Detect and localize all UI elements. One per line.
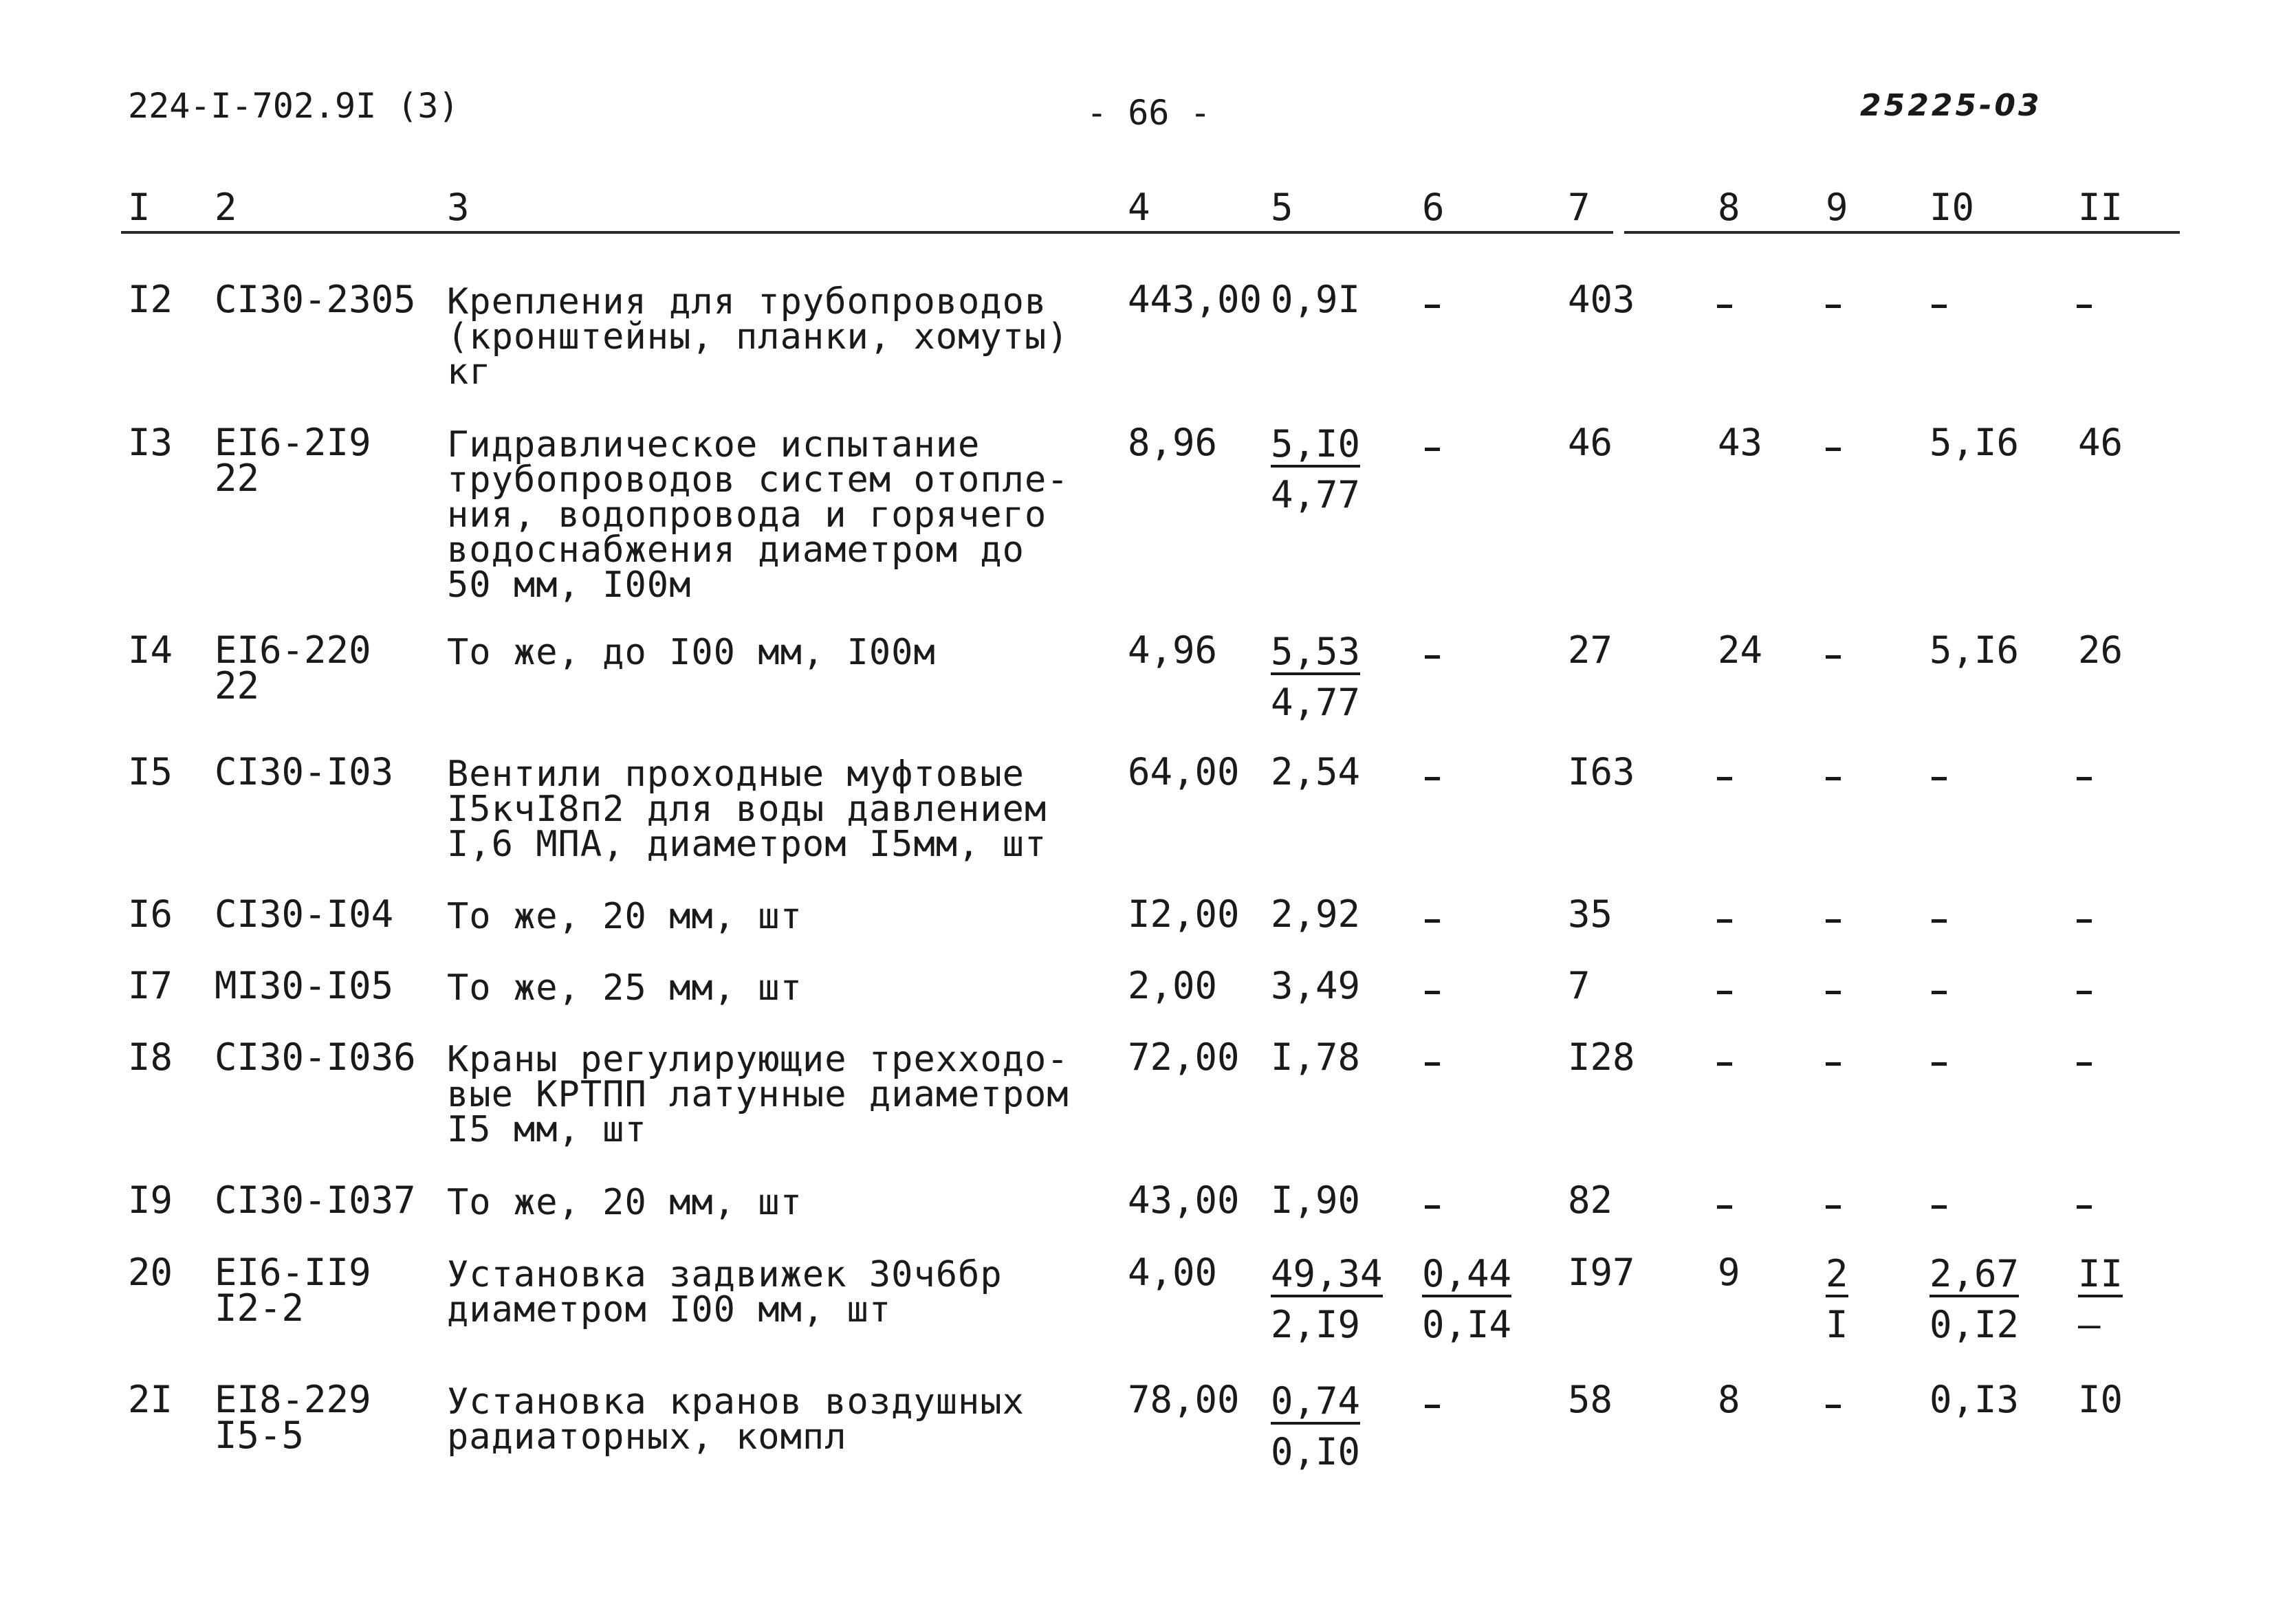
- numerator: 2: [1826, 1253, 1848, 1297]
- column-header-3: 3: [447, 186, 470, 229]
- empty-dash: [1932, 305, 1947, 308]
- description-line: 50 мм, I00м: [447, 564, 692, 606]
- row-number: I8: [128, 1035, 173, 1079]
- total-cost: 82: [1568, 1178, 1613, 1222]
- numerator: II: [2078, 1253, 2123, 1297]
- total-cost: 27: [1568, 628, 1613, 672]
- denominator: 0,I4: [1422, 1303, 1512, 1346]
- empty-dash: [1425, 305, 1440, 308]
- empty-dash: [2077, 1062, 2092, 1066]
- work-description: [447, 754, 1135, 865]
- price-code-line: EI6-2I9: [215, 421, 371, 464]
- work-description: [447, 1039, 1135, 1150]
- quantity: 443,00: [1128, 278, 1262, 321]
- price-code-line: CI30-2305: [215, 278, 416, 321]
- total-cost: I63: [1568, 750, 1635, 793]
- row-number: 2I: [128, 1378, 173, 1421]
- empty-dash: [1826, 655, 1841, 659]
- cell-c8: 24: [1718, 628, 1763, 672]
- row-number: I4: [128, 628, 173, 672]
- price-code: [215, 1378, 371, 1457]
- empty-dash: [2077, 919, 2092, 923]
- row-number: 20: [128, 1251, 173, 1294]
- total-cost: 46: [1568, 421, 1613, 464]
- total-cost: I28: [1568, 1035, 1635, 1079]
- work-description: [447, 967, 1135, 1009]
- row-number: I6: [128, 892, 173, 936]
- cell-c8: 8: [1718, 1378, 1740, 1421]
- description-line: водоснабжения диаметром до: [447, 529, 1025, 571]
- price-code: [215, 892, 394, 936]
- empty-dash: [1717, 1205, 1732, 1209]
- description-line: вые КРТПП латунные диаметром: [447, 1074, 1069, 1115]
- price-code-line: CI30-I04: [215, 892, 394, 936]
- empty-dash: [2077, 991, 2092, 994]
- description-line: Установка кранов воздушных: [447, 1381, 1025, 1423]
- description-line: Вентили проходные муфтовые: [447, 754, 1025, 795]
- denominator: 0,I2: [1929, 1303, 2020, 1346]
- denominator: 0,I0: [1271, 1430, 1361, 1473]
- archive-number: 25225-03: [1860, 88, 2042, 123]
- total-cost: 403: [1568, 278, 1635, 321]
- quantity: 72,00: [1128, 1035, 1240, 1079]
- price-code-subline: I5-5: [215, 1414, 305, 1457]
- description-line: То же, 25 мм, шт: [447, 967, 802, 1009]
- cell-c10: 0,I3: [1929, 1378, 2020, 1421]
- denominator-dash: –: [2078, 1303, 2101, 1346]
- cell-c11: 46: [2078, 421, 2123, 464]
- work-description: [447, 424, 1135, 606]
- fraction-cell: [1271, 422, 1360, 516]
- row-number: I3: [128, 421, 173, 464]
- price-code-subline: 22: [215, 664, 260, 707]
- denominator: I: [1826, 1303, 1848, 1346]
- column-header-9: 9: [1826, 186, 1848, 229]
- cell-c8: 9: [1718, 1251, 1740, 1294]
- price-code: [215, 1035, 416, 1079]
- price-code: [215, 1178, 416, 1222]
- row-number: I2: [128, 278, 173, 321]
- cell-c10: 5,I6: [1929, 421, 2020, 464]
- total-cost: I97: [1568, 1251, 1635, 1294]
- denominator: 4,77: [1271, 681, 1361, 724]
- empty-dash: [1826, 305, 1841, 308]
- description-line: То же, 20 мм, шт: [447, 1182, 802, 1223]
- work-description: [447, 1254, 1135, 1330]
- empty-dash: [2077, 777, 2092, 780]
- description-line: Крепления для трубопроводов: [447, 281, 1047, 322]
- total-cost: 58: [1568, 1378, 1613, 1421]
- description-line: Гидравлическое испытание: [447, 424, 981, 465]
- description-line: I5кчI8п2 для воды давлением: [447, 789, 1047, 830]
- column-header-6: 6: [1422, 186, 1445, 229]
- numerator: 49,34: [1271, 1253, 1383, 1297]
- description-line: То же, 20 мм, шт: [447, 896, 802, 937]
- column-header-7: 7: [1568, 186, 1590, 229]
- unit-cost: I,78: [1271, 1035, 1361, 1079]
- empty-dash: [1425, 655, 1440, 659]
- numerator: 5,I0: [1271, 424, 1360, 468]
- description-line: То же, до I00 мм, I00м: [447, 632, 936, 673]
- unit-cost: 0,9I: [1271, 278, 1361, 321]
- work-description: [447, 896, 1135, 937]
- price-code: [215, 421, 371, 500]
- numerator: 5,53: [1271, 631, 1360, 675]
- empty-dash: [2077, 305, 2092, 308]
- page-number: - 66 -: [1086, 93, 1211, 133]
- description-line: ния, водопровода и горячего: [447, 494, 1047, 536]
- price-code-line: MI30-I05: [215, 964, 394, 1007]
- description-line: (кронштейны, планки, хомуты): [447, 316, 1069, 358]
- fraction-cell: [1826, 1252, 1848, 1346]
- empty-dash: [1717, 919, 1732, 923]
- numerator: 2,67: [1929, 1253, 2019, 1297]
- column-header-10: I0: [1929, 186, 1975, 229]
- quantity: 4,00: [1128, 1251, 1218, 1294]
- empty-dash: [1425, 1405, 1440, 1408]
- unit-cost: 2,92: [1271, 892, 1361, 936]
- fraction-cell: [1422, 1252, 1511, 1346]
- cell-c11: I0: [2078, 1378, 2123, 1421]
- empty-dash: [1717, 991, 1732, 994]
- price-code-subline: I2-2: [215, 1286, 305, 1330]
- denominator: 4,77: [1271, 473, 1361, 516]
- cell-c11: 26: [2078, 628, 2123, 672]
- fraction-cell: [1929, 1252, 2019, 1346]
- description-line: I5 мм, шт: [447, 1109, 647, 1150]
- row-number: I9: [128, 1178, 173, 1222]
- price-code-line: CI30-I037: [215, 1178, 416, 1222]
- unit-cost: 3,49: [1271, 964, 1361, 1007]
- price-code-line: CI30-I03: [215, 750, 394, 793]
- empty-dash: [2077, 1205, 2092, 1209]
- unit-cost: 2,54: [1271, 750, 1361, 793]
- numerator: 0,44: [1422, 1253, 1511, 1297]
- empty-dash: [1425, 777, 1440, 780]
- empty-dash: [1826, 1062, 1841, 1066]
- work-description: [447, 1381, 1135, 1458]
- total-cost: 35: [1568, 892, 1613, 936]
- column-header-8: 8: [1718, 186, 1740, 229]
- work-description: [447, 281, 1135, 393]
- quantity: 4,96: [1128, 628, 1218, 672]
- quantity: 43,00: [1128, 1178, 1240, 1222]
- denominator: 2,I9: [1271, 1303, 1361, 1346]
- fraction-cell: [1271, 1252, 1383, 1346]
- empty-dash: [1932, 777, 1947, 780]
- price-code-line: EI8-229: [215, 1378, 371, 1421]
- quantity: 2,00: [1128, 964, 1218, 1007]
- unit-cost: I,90: [1271, 1178, 1361, 1222]
- numerator: 0,74: [1271, 1381, 1360, 1425]
- empty-dash: [1425, 991, 1440, 994]
- total-cost: 7: [1568, 964, 1590, 1007]
- price-code-line: EI6-220: [215, 628, 371, 672]
- description-line: Установка задвижек 30ч6бр: [447, 1254, 1003, 1295]
- fraction-cell: [1271, 630, 1360, 723]
- empty-dash: [1826, 1205, 1841, 1209]
- quantity: I2,00: [1128, 892, 1240, 936]
- price-code: [215, 628, 371, 707]
- description-line: радиаторных, компл: [447, 1416, 847, 1458]
- quantity: 64,00: [1128, 750, 1240, 793]
- empty-dash: [1826, 448, 1841, 451]
- price-code: [215, 750, 394, 793]
- price-code: [215, 964, 394, 1007]
- empty-dash: [1717, 1062, 1732, 1066]
- empty-dash: [1826, 919, 1841, 923]
- price-code: [215, 278, 416, 321]
- header-rule-right: [1624, 231, 2180, 234]
- quantity: 8,96: [1128, 421, 1218, 464]
- column-header-2: 2: [215, 186, 237, 229]
- empty-dash: [1425, 1062, 1440, 1066]
- document-code: 224-I-702.9I (3): [128, 86, 459, 126]
- row-number: I7: [128, 964, 173, 1007]
- empty-dash: [1932, 1205, 1947, 1209]
- empty-dash: [1932, 991, 1947, 994]
- description-line: кг: [447, 351, 492, 393]
- price-code-subline: 22: [215, 457, 260, 500]
- column-header-1: I: [128, 186, 151, 229]
- work-description: [447, 632, 1135, 673]
- empty-dash: [1425, 919, 1440, 923]
- price-code-line: CI30-I036: [215, 1035, 416, 1079]
- cell-c10: 5,I6: [1929, 628, 2020, 672]
- cell-c8: 43: [1718, 421, 1763, 464]
- fraction-cell: [2078, 1252, 2123, 1346]
- description-line: Краны регулирующие трехходо-: [447, 1039, 1069, 1080]
- description-line: диаметром I00 мм, шт: [447, 1289, 892, 1330]
- empty-dash: [1425, 448, 1440, 451]
- column-header-5: 5: [1271, 186, 1293, 229]
- column-header-11: II: [2078, 186, 2123, 229]
- empty-dash: [1932, 919, 1947, 923]
- price-code-line: EI6-II9: [215, 1251, 371, 1294]
- description-line: трубопроводов систем отопле-: [447, 459, 1069, 501]
- price-code: [215, 1251, 371, 1330]
- header-rule-left: [121, 231, 1613, 234]
- empty-dash: [1826, 1405, 1841, 1408]
- row-number: I5: [128, 750, 173, 793]
- description-line: I,6 МПА, диаметром I5мм, шт: [447, 824, 1047, 865]
- work-description: [447, 1182, 1135, 1223]
- empty-dash: [1425, 1205, 1440, 1209]
- empty-dash: [1826, 991, 1841, 994]
- empty-dash: [1932, 1062, 1947, 1066]
- empty-dash: [1717, 305, 1732, 308]
- quantity: 78,00: [1128, 1378, 1240, 1421]
- column-header-4: 4: [1128, 186, 1150, 229]
- empty-dash: [1826, 777, 1841, 780]
- empty-dash: [1717, 777, 1732, 780]
- fraction-cell: [1271, 1379, 1360, 1473]
